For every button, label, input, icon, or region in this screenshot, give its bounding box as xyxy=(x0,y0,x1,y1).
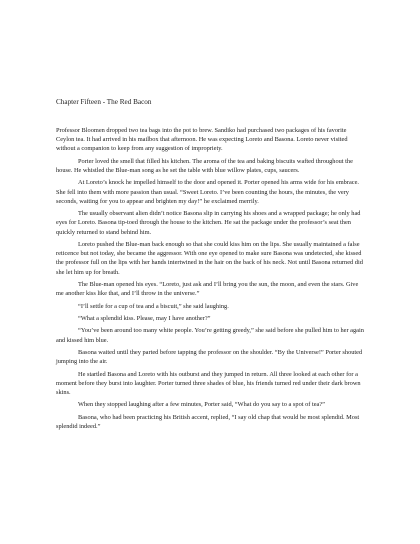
paragraph: “I’ll settle for a cup of tea and a biscuit,” she said laughing. xyxy=(78,302,229,310)
paragraph: The Blue-man opened his eyes. “Loreto, just ask and I’ll bring you the sun, the moon, and even the stars. Give me another kiss like that, and I’ll throw in the universe.” xyxy=(56,280,359,298)
paragraph: The usually observant alien didn’t notice Basona slip in carrying his shoes and a wrapped package; he only had eyes for Loreto. Basona tip-toed through the house to the kitchen. He sat the package under the professor’s seat then quickly returned to stand behind him. xyxy=(56,210,361,236)
paragraph: “What a splendid kiss. Please, may I have another?” xyxy=(78,314,211,322)
paragraph: Basona waited until they parted before tapping the professor on the shoulder. “By the Universe!” Porter shouted jumping into the air. xyxy=(56,348,363,366)
paragraph: At Loreto’s knock he impelled himself to the door and opened it. Porter opened his arms wide for his embrace. She fell into them with more passion than usual. “Sweet Loreto. I’ve been counting the hours, the minutes, the very seconds, waiting for you to appear and brighten my day!” he exclaimed merrily. xyxy=(56,179,359,205)
paragraph: Professor Bloomen dropped two tea bags into the pot to brew. Sandiko had purchased two packages of his favorite Ceylon tea. It had arrived in his mailbox that afternoon. He was expecting Loreto and Basona. Loreto never visited without a companion to keep from any suggestion of impropriety. xyxy=(56,127,348,153)
chapter-body xyxy=(56,126,364,431)
paragraph: He startled Basona and Loreto with his outburst and they jumped in return. All three looked at each other for a moment before they burst into laughter. Porter turned three shades of blue, his friends turned red under their dark brown skins. xyxy=(56,370,361,396)
paragraph: “You’ve been around too many white people. You’re getting greedy,” she said before she pulled him to her again and kissed him blue. xyxy=(56,327,364,344)
paragraph: Loreto pushed the Blue-man back enough so that she could kiss him on the lips. She usually maintained a false reticence but not today, she became the aggressor. With one eye opened to make sure Basona was undetected, she kissed the professor full on the lips with her hands intertwined in the hair on the back of his neck. Not until Basona returned did she let him up for breath. xyxy=(56,240,363,276)
paragraph: When they stopped laughing after a few minutes, Porter said, “What do you say to a spot of tea?” xyxy=(78,401,325,409)
paragraph: Basona, who had been practicing his British accent, replied, “I say old chap that would be most splendid. Most splendid indeed.” xyxy=(56,413,360,430)
paragraph: Porter loved the smell that filled his kitchen. The aroma of the tea and baking biscuits wafted throughout the house. He whistled the Blue-man song as he set the table with blue willow plates, cups, saucers. xyxy=(56,157,353,174)
chapter-title: Chapter Fifteen - The Red Bacon xyxy=(56,98,152,106)
